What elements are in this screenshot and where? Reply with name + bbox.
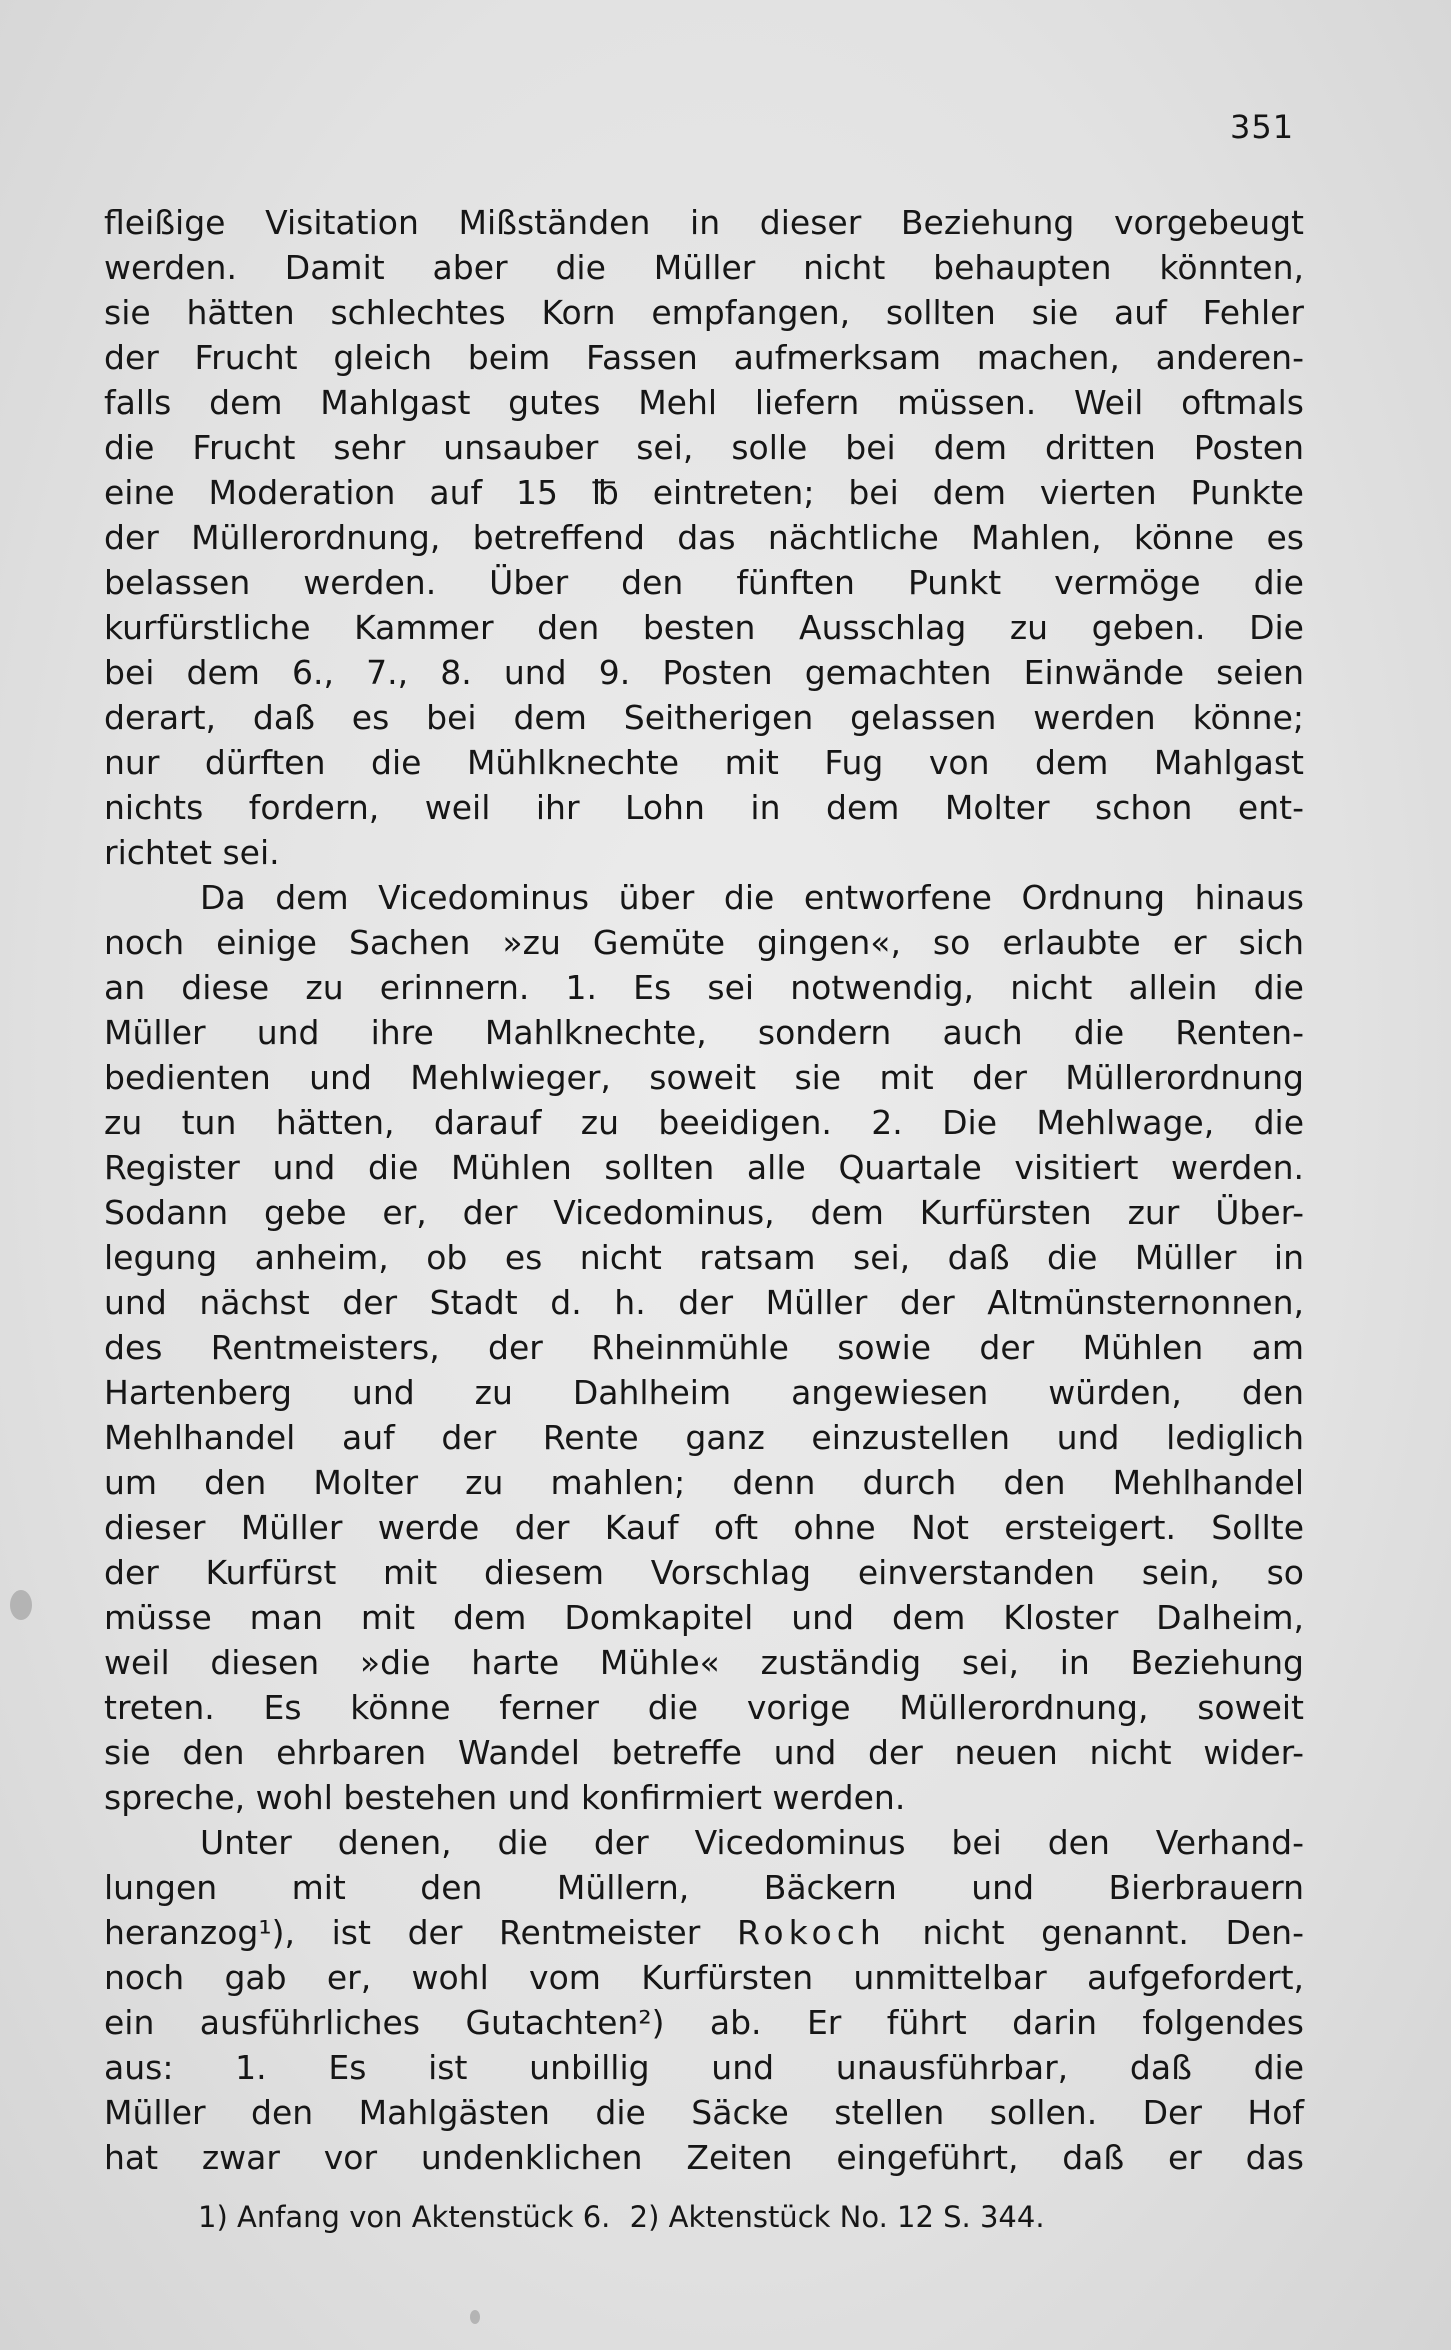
text-line: bei dem 6., 7., 8. und 9. Posten gemachten Einwände seien: [104, 653, 1304, 692]
text-line: nur dürften die Mühlknechte mit Fug von dem Mahlgast: [104, 743, 1304, 782]
text-line: noch gab er, wohl vom Kurfürsten unmittelbar aufgefordert,: [104, 1958, 1304, 1997]
paper-smudge: [470, 2310, 480, 2324]
text-line: eine Moderation auf 15 ℔ eintreten; bei dem vierten Punkte: [104, 473, 1304, 512]
footnote-1: 1) Anfang von Aktenstück 6.: [198, 2200, 611, 2234]
text-line: Müller den Mahlgästen die Säcke stellen sollen. Der Hof: [104, 2093, 1304, 2132]
text-line: ein ausführliches Gutachten²) ab. Er führt darin folgendes: [104, 2003, 1304, 2042]
rokoch-line-start: heranzog¹), ist der Rentmeister: [104, 1913, 737, 1952]
text-line: Unter denen, die der Vicedominus bei den Verhand-: [200, 1823, 1304, 1862]
text-line: lungen mit den Müllern, Bäckern und Bierbrauern: [104, 1868, 1304, 1907]
text-line: weil diesen »die harte Mühle« zuständig sei, in Beziehung: [104, 1643, 1304, 1682]
text-line: aus: 1. Es ist unbillig und unausführbar, daß die: [104, 2048, 1304, 2087]
text-line: und nächst der Stadt d. h. der Müller der Altmünsternonnen,: [104, 1283, 1304, 1322]
text-line: nichts fordern, weil ihr Lohn in dem Molter schon ent-: [104, 788, 1304, 827]
text-line: fleißige Visitation Mißständen in dieser Beziehung vorgebeugt: [104, 203, 1304, 242]
text-line: legung anheim, ob es nicht ratsam sei, daß die Müller in: [104, 1238, 1304, 1277]
text-line: sie den ehrbaren Wandel betreffe und der neuen nicht wider-: [104, 1733, 1304, 1772]
text-line: sie hätten schlechtes Korn empfangen, sollten sie auf Fehler: [104, 293, 1304, 332]
text-line: der Kurfürst mit diesem Vorschlag einverstanden sein, so: [104, 1553, 1304, 1592]
text-line: bedienten und Mehlwieger, soweit sie mit der Müllerordnung: [104, 1058, 1304, 1097]
text-line: Register und die Mühlen sollten alle Quartale visitiert werden.: [104, 1148, 1304, 1187]
text-line: falls dem Mahlgast gutes Mehl liefern müssen. Weil oftmals: [104, 383, 1304, 422]
footnotes: [198, 2200, 1055, 2234]
text-line: derart, daß es bei dem Seitherigen gelassen werden könne;: [104, 698, 1304, 737]
text-line: Müller und ihre Mahlknechte, sondern auch die Renten-: [104, 1013, 1304, 1052]
text-line: Da dem Vicedominus über die entworfene Ordnung hinaus: [200, 878, 1304, 917]
text-line: zu tun hätten, darauf zu beeidigen. 2. Die Mehlwage, die: [104, 1103, 1304, 1142]
text-line: Hartenberg und zu Dahlheim angewiesen würden, den: [104, 1373, 1304, 1412]
text-line: der Frucht gleich beim Fassen aufmerksam machen, anderen-: [104, 338, 1304, 377]
text-line: um den Molter zu mahlen; denn durch den Mehlhandel: [104, 1463, 1304, 1502]
person-name-rokoch: Rokoch: [736, 1913, 886, 1952]
footnote-2: 2) Aktenstück No. 12 S. 344.: [629, 2200, 1045, 2234]
text-line: noch einige Sachen »zu Gemüte gingen«, so erlaubte er sich: [104, 923, 1304, 962]
text-line: richtet sei.: [104, 833, 280, 872]
text-line: des Rentmeisters, der Rheinmühle sowie der Mühlen am: [104, 1328, 1304, 1367]
text-line-rokoch: [104, 1910, 1304, 1955]
text-line: die Frucht sehr unsauber sei, solle bei dem dritten Posten: [104, 428, 1304, 467]
text-line: müsse man mit dem Domkapitel und dem Kloster Dalheim,: [104, 1598, 1304, 1637]
rokoch-line-end: nicht genannt. Den-: [885, 1913, 1304, 1952]
text-line: hat zwar vor undenklichen Zeiten eingeführt, daß er das: [104, 2138, 1304, 2177]
text-line: treten. Es könne ferner die vorige Müllerordnung, soweit: [104, 1688, 1304, 1727]
text-line: dieser Müller werde der Kauf oft ohne Not ersteigert. Sollte: [104, 1508, 1304, 1547]
text-line: Sodann gebe er, der Vicedominus, dem Kurfürsten zur Über-: [104, 1193, 1304, 1232]
text-line: kurfürstliche Kammer den besten Ausschlag zu geben. Die: [104, 608, 1304, 647]
paper-smudge: [10, 1590, 32, 1620]
body-text: [104, 200, 1304, 2180]
text-line: Mehlhandel auf der Rente ganz einzustellen und lediglich: [104, 1418, 1304, 1457]
text-line: werden. Damit aber die Müller nicht behaupten könnten,: [104, 248, 1304, 287]
text-line: der Müllerordnung, betreffend das nächtliche Mahlen, könne es: [104, 518, 1304, 557]
text-line: spreche, wohl bestehen und konfirmiert werden.: [104, 1778, 906, 1817]
text-line: belassen werden. Über den fünften Punkt vermöge die: [104, 563, 1304, 602]
page-number: 351: [1230, 108, 1295, 146]
text-line: an diese zu erinnern. 1. Es sei notwendig, nicht allein die: [104, 968, 1304, 1007]
